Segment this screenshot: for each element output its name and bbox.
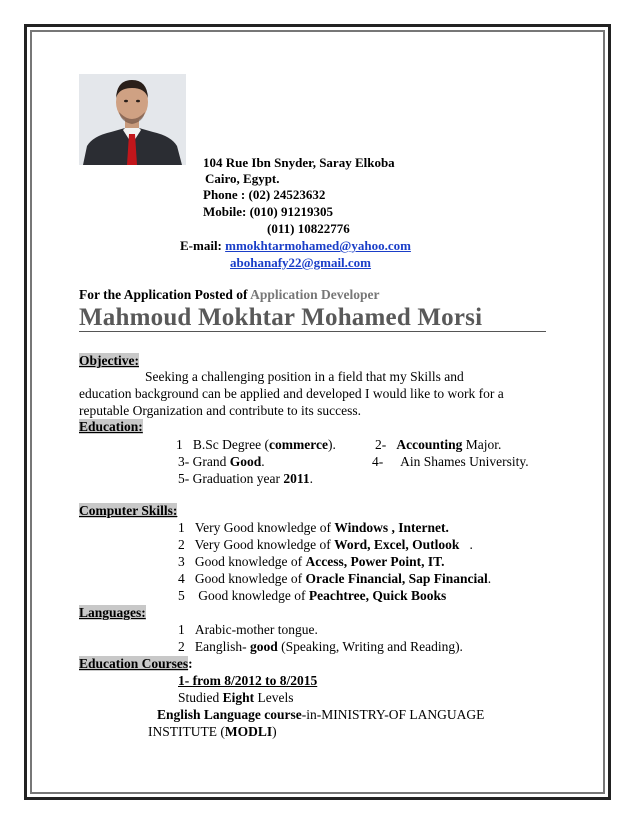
application-prefix: For the Application Posted of (79, 287, 248, 302)
education-item-5-text-c: . (309, 471, 313, 486)
language-item-2-text-c: (Speaking, Writing and Reading). (277, 639, 463, 654)
application-line (79, 287, 380, 303)
language-item-2-text-a: Eanglish- (194, 639, 250, 654)
education-item-1-number: 1 (176, 437, 183, 452)
language-item-1 (178, 621, 318, 638)
course-institute-text-c: ) (272, 724, 277, 739)
skill-item (178, 519, 449, 536)
address-line-2: Cairo, Egypt. (205, 171, 280, 186)
computer-skills-section (79, 502, 177, 520)
education-item-1-major: commerce (268, 437, 328, 452)
skill-item-text: Good knowledge of (194, 571, 306, 586)
skill-item-highlight: Windows , Internet. (334, 520, 449, 535)
course-name-title: English Language course (157, 707, 302, 722)
education-item-4-number: 4- (372, 454, 384, 469)
language-item-1-text: Arabic-mother tongue. (194, 622, 318, 637)
education-item-4-university: Ain Shames University. (400, 454, 529, 469)
education-item-5-year: 2011 (283, 471, 310, 486)
education-heading: Education: (79, 419, 143, 434)
course-institute-text-a: INSTITUTE ( (148, 724, 225, 739)
course-name-ministry: -in-MINISTRY-OF LANGUAGE (301, 707, 485, 722)
skill-item-suffix: . (487, 571, 492, 586)
profile-photo (79, 74, 186, 165)
courses-section (79, 655, 193, 673)
skill-item (178, 553, 444, 570)
skill-item-highlight: Access, Power Point, IT. (305, 554, 445, 569)
education-item-3 (178, 453, 265, 470)
language-item-2-level: good (250, 639, 278, 654)
course-levels (178, 689, 294, 706)
course-name (157, 706, 484, 723)
profile-photo-image (79, 74, 186, 165)
education-item-1-text-a: B.Sc Degree ( (192, 437, 269, 452)
education-item-5-text-a: 5- Graduation year (178, 471, 284, 486)
skill-item-text: Good knowledge of (194, 554, 306, 569)
email-row-2 (230, 254, 371, 271)
language-item-2 (178, 638, 463, 655)
phone-number: Phone : (02) 24523632 (203, 187, 326, 202)
email-link-gmail[interactable]: abohanafy22@gmail.com (230, 255, 372, 270)
course-levels-text-a: Studied (178, 690, 223, 705)
skill-item (178, 536, 473, 553)
mobile-number-2: (011) 10822776 (267, 221, 350, 236)
course-period: 1- from 8/2012 to 8/2015 (178, 673, 318, 688)
skill-item-number: 1 (178, 520, 185, 535)
education-item-1-text-c: ). (327, 437, 336, 452)
education-item-3-grade: Good (229, 454, 262, 469)
skill-item-highlight: Oracle Financial, Sap Financial (305, 571, 488, 586)
computer-skills-heading: Computer Skills: (79, 503, 178, 518)
education-item-1 (176, 436, 336, 453)
skill-item-number: 4 (178, 571, 185, 586)
email-link-yahoo[interactable]: mmokhtarmohamed@yahoo.com (225, 238, 411, 253)
course-institute-abbr: MODLI (224, 724, 273, 739)
skill-item-number: 2 (178, 537, 185, 552)
objective-heading: Objective: (79, 353, 139, 368)
education-item-3-text-a: 3- Grand (178, 454, 230, 469)
objective-line-1: Seeking a challenging position in a field that my Skills and (145, 369, 464, 384)
skill-item-text: Very Good knowledge of (194, 520, 335, 535)
education-item-5 (178, 470, 313, 487)
education-item-4 (372, 453, 529, 470)
skill-item (178, 570, 491, 587)
skill-item-suffix: . (459, 537, 473, 552)
language-item-2-number: 2 (178, 639, 185, 654)
course-levels-count: Eight (222, 690, 255, 705)
candidate-name: Mahmoud Mokhtar Mohamed Morsi (79, 304, 483, 331)
skill-item-highlight: Peachtree, Quick Books (308, 588, 447, 603)
application-position: Application Developer (250, 287, 380, 302)
objective-line-2: education background can be applied and developed I would like to work for a (79, 386, 504, 401)
education-item-2-text: Major. (462, 437, 502, 452)
courses-heading: Education Courses (79, 656, 189, 671)
course-institute (148, 723, 277, 740)
name-underline-divider (79, 331, 546, 332)
courses-heading-colon: : (188, 656, 193, 671)
course-levels-text-c: Levels (254, 690, 294, 705)
email-row (180, 237, 411, 254)
skill-item-number: 5 (178, 588, 185, 603)
education-item-2-accounting: Accounting (396, 437, 463, 452)
languages-heading: Languages: (79, 605, 146, 620)
address-line-1: 104 Rue Ibn Snyder, Saray Elkoba (203, 155, 395, 170)
skill-item (178, 587, 446, 604)
education-item-2 (375, 436, 501, 453)
education-item-3-text-c: . (261, 454, 265, 469)
education-section (79, 418, 143, 436)
education-item-2-number: 2- (375, 437, 387, 452)
skill-item-number: 3 (178, 554, 185, 569)
skill-item-text: Good knowledge of (194, 588, 309, 603)
languages-section (79, 604, 146, 622)
language-item-1-number: 1 (178, 622, 185, 637)
skill-item-highlight: Word, Excel, Outlook (334, 537, 460, 552)
email-label: E-mail: (180, 238, 222, 253)
objective-line-3: reputable Organization and contribute to its success. (79, 403, 362, 418)
mobile-number: Mobile: (010) 91219305 (203, 204, 333, 219)
skill-item-text: Very Good knowledge of (194, 537, 335, 552)
